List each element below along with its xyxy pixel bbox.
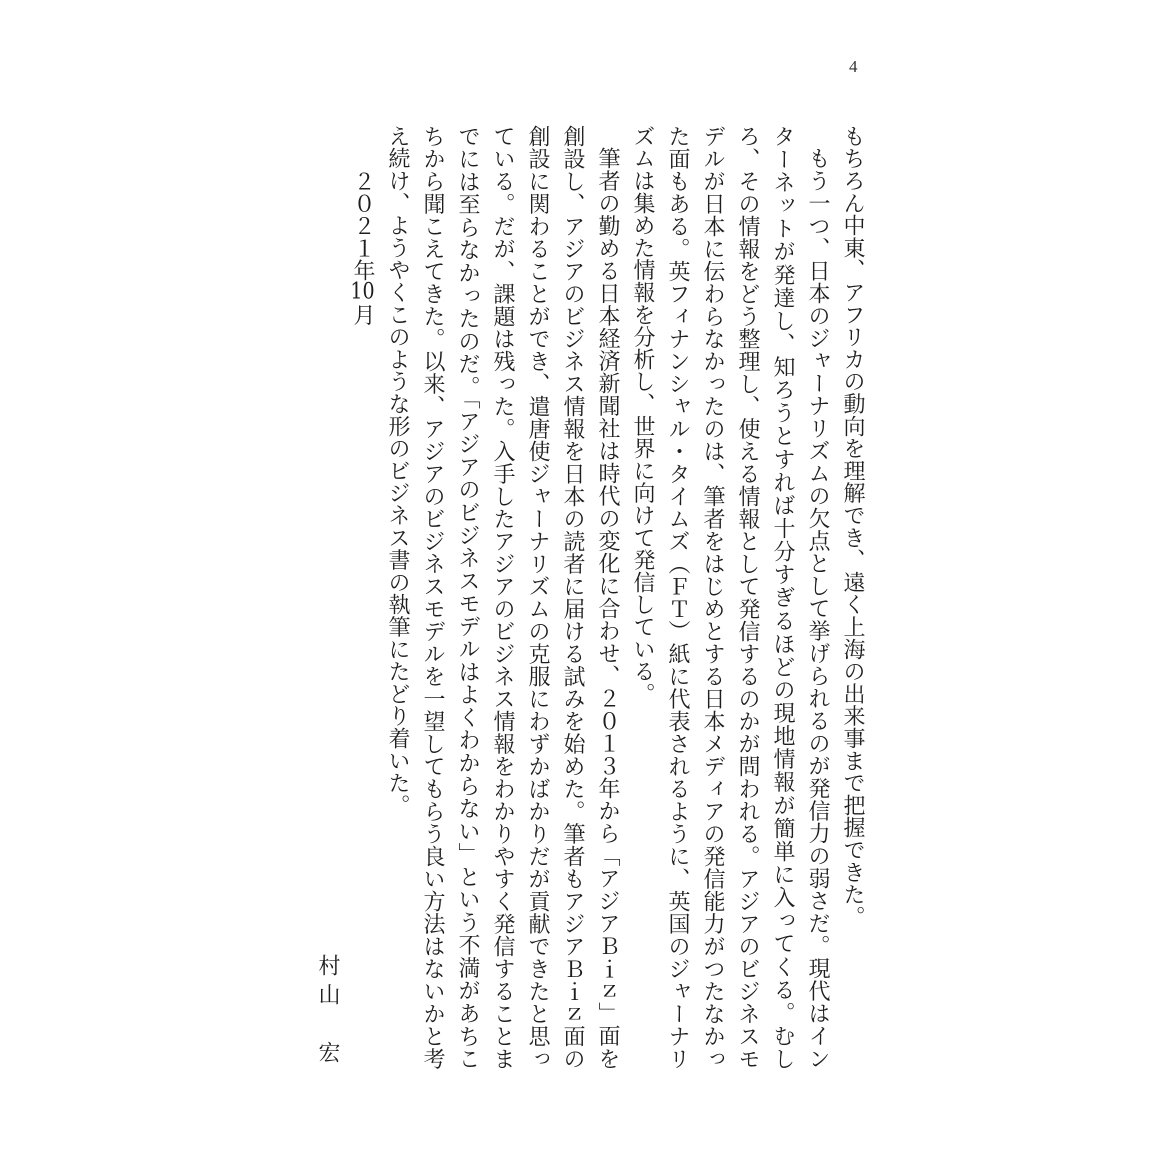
page-number: 4 — [849, 57, 858, 76]
text-line: ズムは集めた情報を分析し、世界に向けて発信している。 — [630, 125, 655, 705]
text-line: ターネットが発達し、知ろうとすれば十分すぎるほどの現地情報が簡単に入ってくる。むし — [770, 125, 795, 1070]
text-line: ている。だが、課題は残った。入手したアジアのビジネス情報をわかりやすく発信することま — [490, 125, 515, 1070]
signature-date — [345, 125, 380, 1070]
text-line: 創設に関わることができ、遣唐使ジャーナリズムの克服にわずかばかりだが貢献できたと思っ — [525, 125, 550, 1070]
date-month-unit: 月 — [350, 303, 375, 326]
text-line: デルが日本に伝わらなかったのは、筆者をはじめとする日本メディアの発信能力がつたなかっ — [700, 125, 725, 1070]
text-line: ちから聞こえてきた。以来、アジアのビジネスモデルを一望してもらう良い方法はないかと考 — [420, 125, 445, 1070]
text-line: た面もある。英フィナンシャル・タイムズ（ＦＴ）紙に代表されるように、英国のジャーナリ — [665, 125, 690, 1070]
author-name: 村山 宏 — [315, 954, 340, 1070]
text-line: もちろん中東、アフリカの動向を理解でき、遠く上海の出来事まで把握できた。 — [840, 125, 865, 928]
date-month-number: 10 — [350, 281, 375, 304]
paragraph — [835, 125, 870, 1070]
signature — [310, 125, 380, 1070]
text-line: でには至らなかったのだ。「アジアのビジネスモデルはよくわからない」という不満があちこ — [455, 125, 480, 1070]
text-line: 創設し、アジアのビジネス情報を日本の読者に届ける試みを始めた。筆者もアジアＢｉｚ面の — [560, 125, 585, 1070]
paragraph — [625, 125, 835, 1070]
text-line: え続け、ようやくこのような形のビジネス書の執筆にたどり着いた。 — [385, 125, 410, 817]
date-year: ２０２１年 — [350, 169, 375, 282]
body-text — [310, 125, 870, 1070]
paragraph — [380, 125, 625, 1070]
text-line: もう一つ、日本のジャーナリズムの欠点として挙げられるのが発信力の弱さだ。現代はイン — [805, 147, 830, 1070]
text-line: 筆者の勤める日本経済新聞社は時代の変化に合わせ、２０１３年から「アジアＢｉｚ」面を — [595, 147, 620, 1070]
text-line: ろ、その情報をどう整理し、使える情報として発信するのかが問われる。アジアのビジネスモ — [735, 125, 760, 1070]
